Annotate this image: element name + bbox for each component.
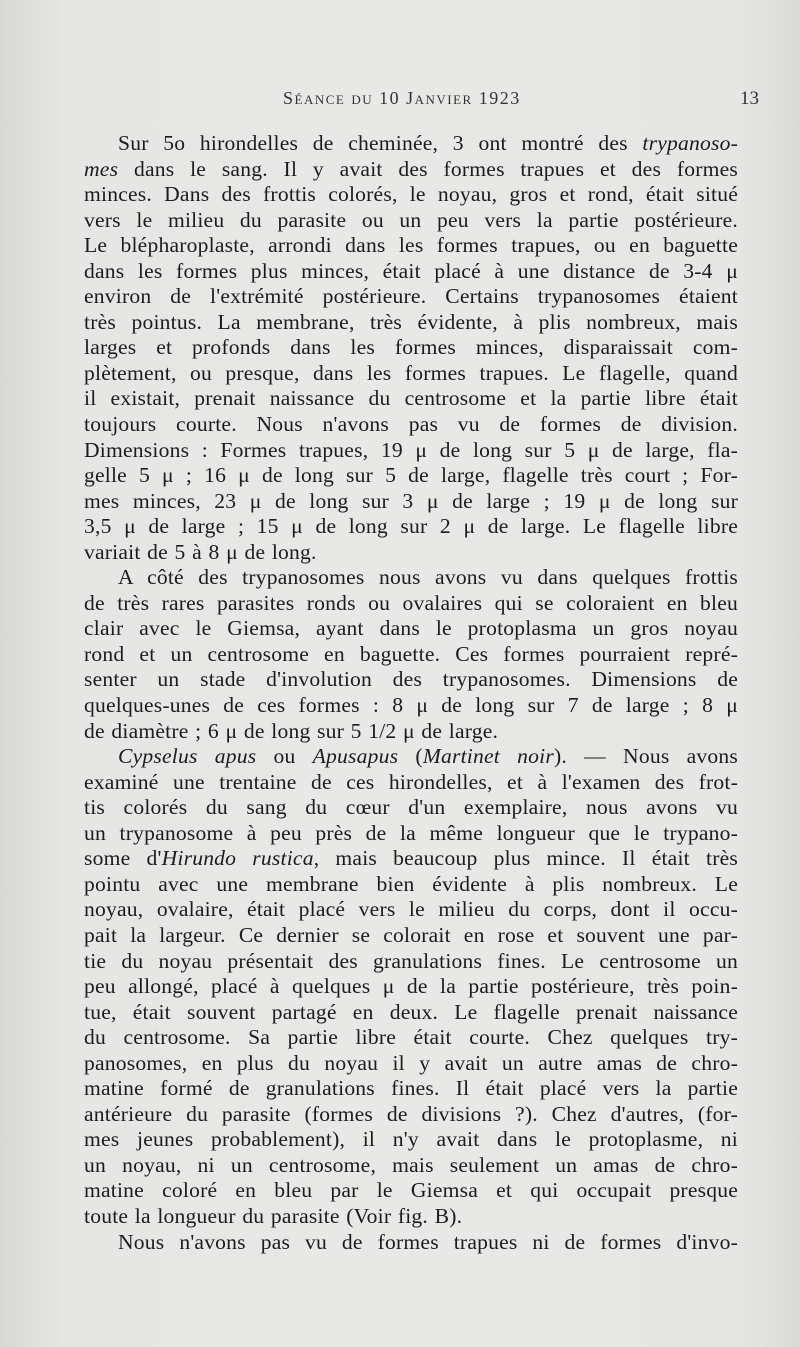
text-line: larges et profonds dans les formes minces, disparaissait com- bbox=[84, 335, 738, 360]
text-line: senter un stade d'involution des trypanosomes. Dimensions de bbox=[84, 667, 738, 692]
text-line: matine coloré en bleu par le Giemsa et qui occupait presque bbox=[84, 1178, 738, 1203]
text-line: de très rares parasites ronds ou ovalaires qui se coloraient en bleu bbox=[84, 590, 738, 615]
running-head: Séance du 10 Janvier 1923 bbox=[283, 88, 521, 108]
text-line: peu allongé, placé à quelques μ de la partie postérieure, très poin- bbox=[84, 974, 738, 999]
text-line: vers le milieu du parasite ou un peu vers la partie postérieure. bbox=[84, 207, 738, 232]
text-line: 3,5 μ de large ; 15 μ de long sur 2 μ de large. Le flagelle libre bbox=[84, 514, 738, 539]
text-line: très pointus. La membrane, très évidente, à plis nombreux, mais bbox=[84, 309, 738, 334]
text-line: matine formé de granulations fines. Il était placé vers la partie bbox=[84, 1076, 738, 1101]
text-line: mes jeunes probablement), il n'y avait dans le protoplasme, ni bbox=[84, 1127, 738, 1152]
text-line: mes dans le sang. Il y avait des formes trapues et des formes bbox=[84, 156, 738, 181]
page-number: 13 bbox=[740, 88, 759, 109]
text-line: un noyau, ni un centrosome, mais seulement un amas de chro- bbox=[84, 1152, 738, 1177]
text-line: some d'Hirundo rustica, mais beaucoup plus mince. Il était très bbox=[84, 846, 738, 871]
text-line: Nous n'avons pas vu de formes trapues ni de formes d'invo- bbox=[118, 1229, 738, 1254]
text-line: dans les formes plus minces, était placé à une distance de 3-4 μ bbox=[84, 258, 738, 283]
text-line: tue, était souvent partagé en deux. Le flagelle prenait naissance bbox=[84, 999, 738, 1024]
text-line: un trypanosome à peu près de la même longueur que le trypano- bbox=[84, 820, 738, 845]
text-line: pait la largeur. Ce dernier se colorait en rose et souvent une par- bbox=[84, 922, 738, 947]
text-line: du centrosome. Sa partie libre était courte. Chez quelques try- bbox=[84, 1025, 738, 1050]
text-line: plètement, ou presque, dans les formes trapues. Le flagelle, quand bbox=[84, 360, 738, 385]
text-line: environ de l'extrémité postérieure. Certains trypanosomes étaient bbox=[84, 284, 738, 309]
body-text bbox=[84, 131, 738, 1255]
text-line: antérieure du parasite (formes de divisions ?). Chez d'autres, (for- bbox=[84, 1101, 738, 1126]
text-line: il existait, prenait naissance du centrosome et la partie libre était bbox=[84, 386, 738, 411]
text-line: clair avec le Giemsa, ayant dans le protoplasma un gros noyau bbox=[84, 616, 738, 641]
text-line: noyau, ovalaire, était placé vers le milieu du corps, dont il occu- bbox=[84, 897, 738, 922]
text-line: Dimensions : Formes trapues, 19 μ de long sur 5 μ de large, fla- bbox=[84, 437, 738, 462]
text-line: toute la longueur du parasite (Voir fig. B). bbox=[84, 1203, 463, 1228]
text-line: examiné une trentaine de ces hirondelles, et à l'examen des frot- bbox=[84, 769, 738, 794]
text-line: tie du noyau présentait des granulations fines. Le centrosome un bbox=[84, 948, 738, 973]
text-line: tis colorés du sang du cœur d'un exemplaire, nous avons vu bbox=[84, 795, 738, 820]
text-line: rond et un centrosome en baguette. Ces formes pourraient repré- bbox=[84, 641, 738, 666]
text-line: quelques-unes de ces formes : 8 μ de long sur 7 de large ; 8 μ bbox=[84, 693, 738, 718]
text-line: Cypselus apus ou Apusapus (Martinet noir). — Nous avons bbox=[118, 744, 738, 769]
text-line: mes minces, 23 μ de long sur 3 μ de large ; 19 μ de long sur bbox=[84, 488, 738, 513]
text-line: toujours courte. Nous n'avons pas vu de formes de division. bbox=[84, 412, 738, 437]
text-line: gelle 5 μ ; 16 μ de long sur 5 de large, flagelle très court ; For- bbox=[84, 463, 738, 488]
text-line: de diamètre ; 6 μ de long sur 5 1/2 μ de large. bbox=[84, 718, 499, 743]
text-line: A côté des trypanosomes nous avons vu dans quelques frottis bbox=[118, 565, 738, 590]
text-line: Le blépharoplaste, arrondi dans les formes trapues, ou en baguette bbox=[84, 233, 738, 258]
text-line: pointu avec une membrane bien évidente à plis nombreux. Le bbox=[84, 871, 738, 896]
text-line: minces. Dans des frottis colorés, le noyau, gros et rond, était situé bbox=[84, 182, 738, 207]
page-header bbox=[0, 88, 800, 112]
text-line: panosomes, en plus du noyau il y avait un autre amas de chro- bbox=[84, 1050, 738, 1075]
text-line: Sur 5o hirondelles de cheminée, 3 ont montré des trypanoso- bbox=[118, 131, 738, 155]
text-line: variait de 5 à 8 μ de long. bbox=[84, 539, 317, 564]
